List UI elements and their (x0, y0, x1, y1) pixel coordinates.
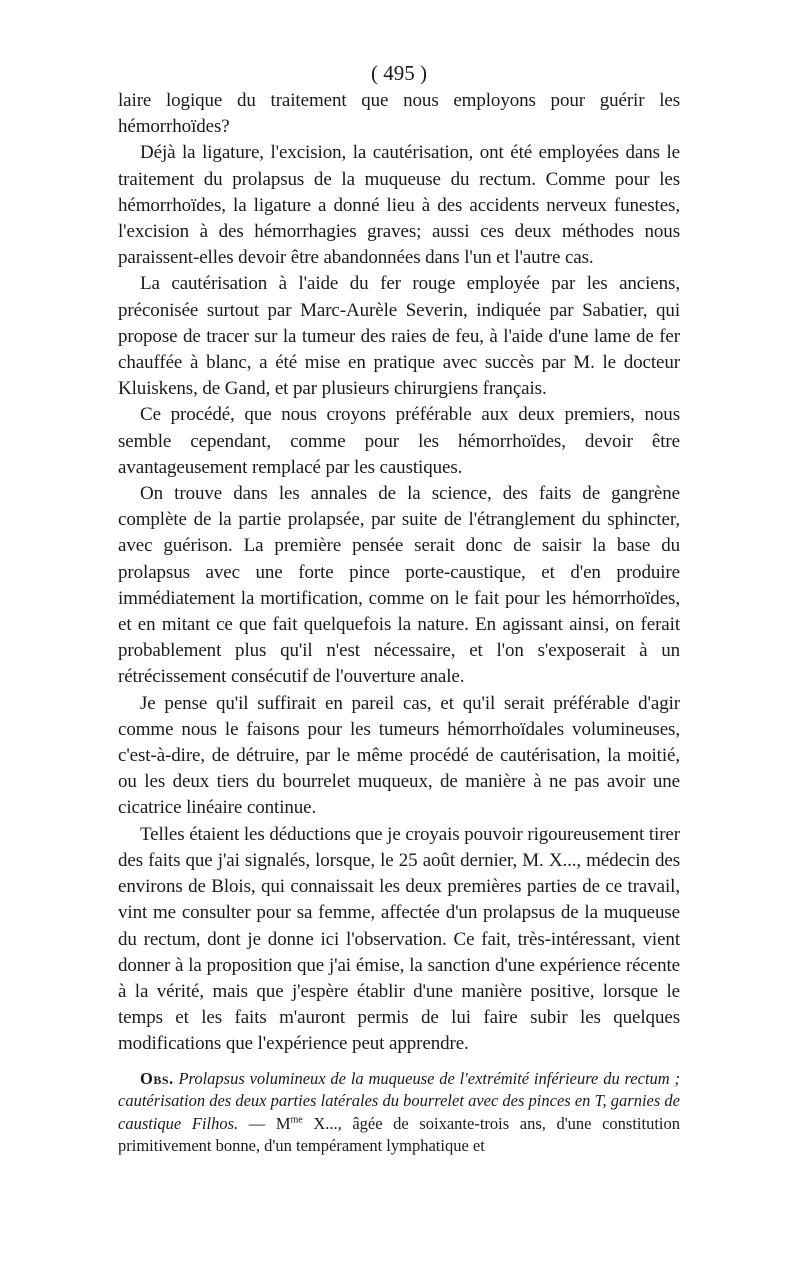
paragraph-continuation: laire logique du traitement que nous employons pour guérir les hémorrhoïdes? (118, 90, 680, 138)
paragraph: La cautérisation à l'aide du fer rouge employée par les anciens, préconisée surtout par Marc-Aurèle Severin, indiquée par Sabatier, qui propose de tracer sur la tumeur des raies de feu, à l'aide d'une lame de fer chauffée à blanc, a été mise en pratique avec succès par M. le docteur Kluiskens, de Gand, et par plusieurs chirurgiens français. (118, 273, 680, 400)
observation-note (118, 1068, 680, 1158)
observation-abbr-sup: me (290, 1114, 303, 1126)
observation-text: X..., âgée de soixante-trois ans, d'une constitution primitivement bonne, d'un tempérament lymphatique et (118, 1113, 681, 1156)
paragraph: Je pense qu'il suffirait en pareil cas, et qu'il serait préférable d'agir comme nous le faisons pour les tumeurs hémorrhoïdales volumineuses, c'est-à-dire, de détruire, par le même procédé de cautérisation, la moitié, ou les deux tiers du bourrelet muqueux, de manière à ne pas avoir une cicatrice linéaire continue. (118, 692, 680, 819)
paragraph: Telles étaient les déductions que je croyais pouvoir rigoureusement tirer des faits que j'ai signalés, lorsque, le 25 août dernier, M. X..., médecin des environs de Blois, qui connaissait les deux premières parties de ce travail, vint me consulter pour sa femme, affectée d'un prolapsus de la muqueuse du rectum, dont je donne ici l'observation. Ce fait, très-intéressant, vient donner à la proposition que j'ai émise, la sanction d'une expérience récente à la vérité, mais que j'espère établir d'une manière positive, lorsque le temps et les faits m'auront permis de lui faire subir les quelques modifications que l'expérience peut apprendre. (118, 823, 680, 1055)
paragraph: Déjà la ligature, l'excision, la cautérisation, ont été employées dans le traitement du prolapsus de la muqueuse du rectum. Comme pour les hémorrhoïdes, la ligature a donné lieu à des accidents nerveux funestes, l'excision à des hémorrhagies graves; aussi ces deux méthodes nous paraissent-elles devoir être abandonnées dans l'un et l'autre cas. (118, 142, 680, 269)
page-number: ( 495 ) (371, 61, 427, 85)
observation-label: Obs. (140, 1068, 174, 1088)
paragraph: Ce procédé, que nous croyons préférable aux deux premiers, nous semble cependant, comme pour les hémorrhoïdes, devoir être avantageusement remplacé par les caustiques. (118, 404, 680, 478)
observation-dash: — (238, 1113, 276, 1133)
paragraph: On trouve dans les annales de la science, des faits de gangrène complète de la partie prolapsée, par suite de l'étranglement du sphincter, avec guérison. La première pensée serait donc de saisir la base du prolapsus avec une forte pince porte-caustique, et d'en produire immédiatement la mortification, comme on le fait pour les hémorrhoïdes, et en mitant ce que fait quelquefois la nature. En agissant ainsi, on ferait probablement plus qu'il n'est nécessaire, et l'on s'exposerait à un rétrécissement consécutif de l'ouverture anale. (118, 483, 680, 688)
body-text (118, 88, 680, 1058)
page (118, 60, 680, 1158)
observation-abbr: M (275, 1113, 291, 1133)
observation-title: Prolapsus volumineux de la muqueuse de l'extrémité inférieure du rectum ; cautérisation des deux parties latérales du bourrelet avec des pinces en T, garnies de caustique Filhos. (118, 1068, 681, 1133)
